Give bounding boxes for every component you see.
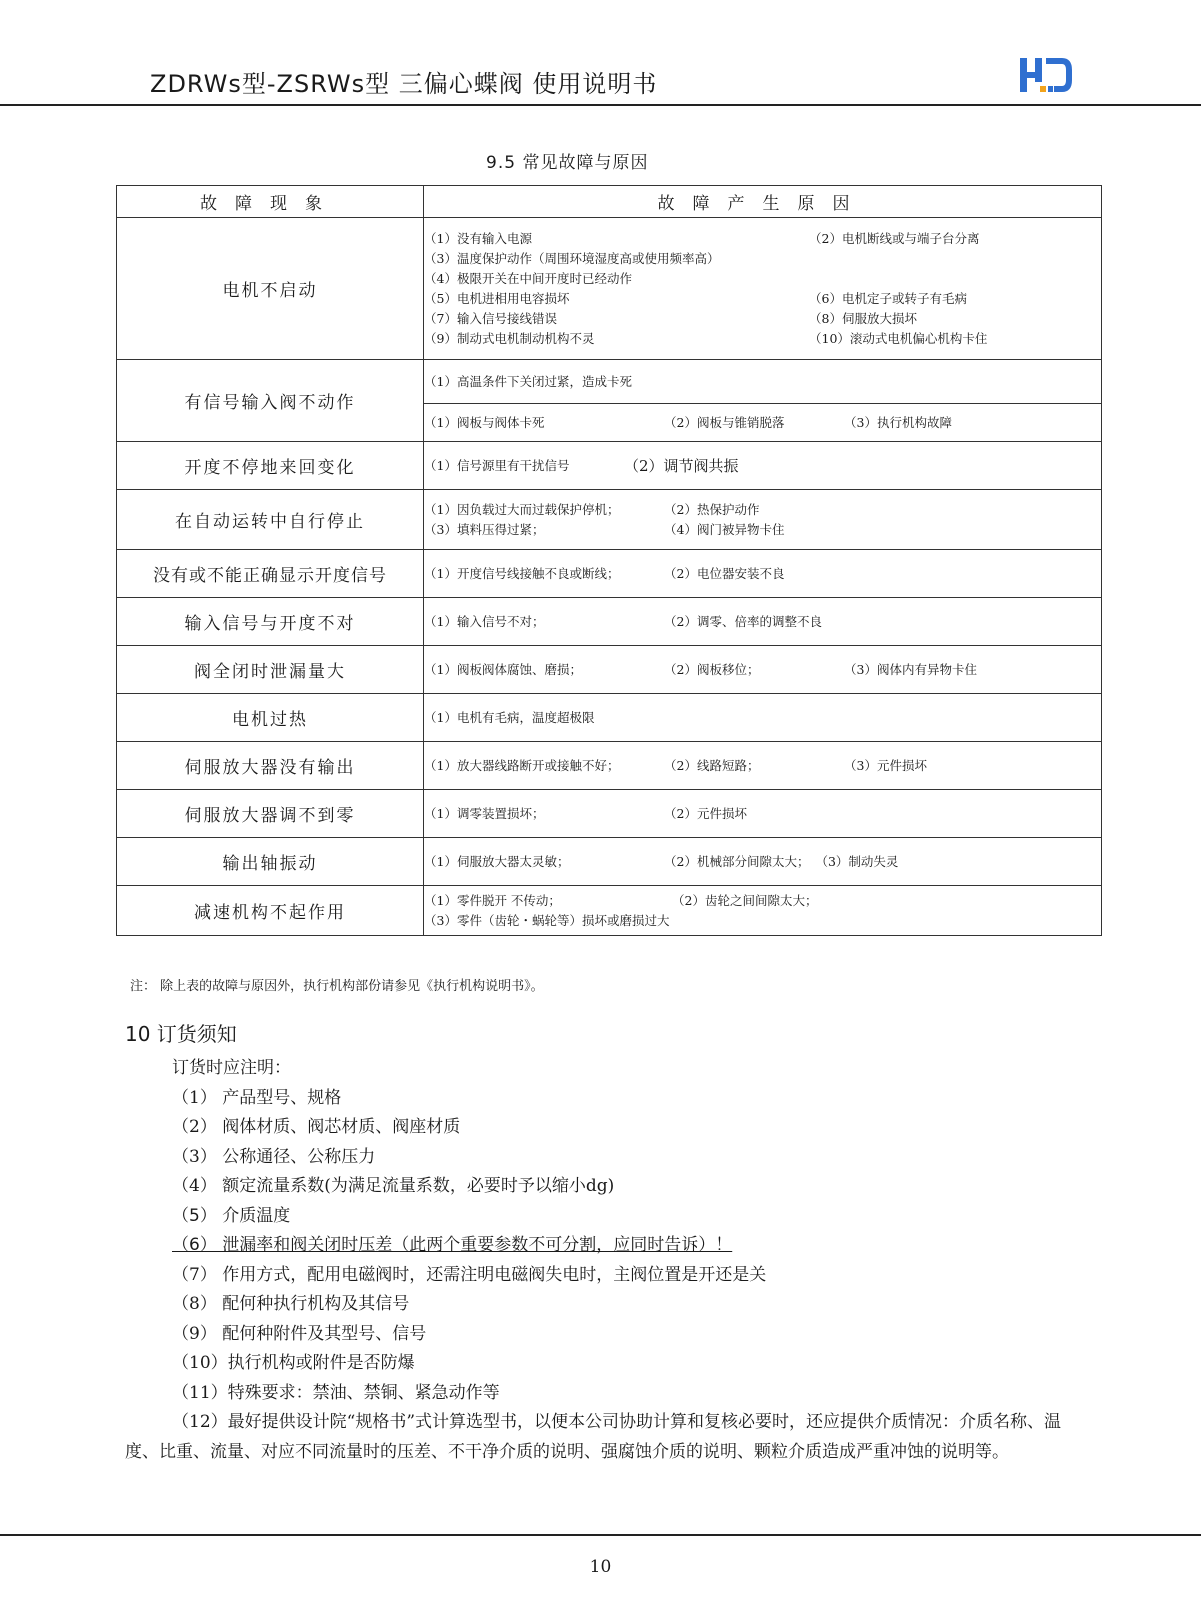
table-row — [117, 790, 1102, 838]
cause-text: （6）电机定子或转子有毛病 — [809, 290, 967, 306]
list-item: （3） 公称通径、公称压力 — [172, 1146, 376, 1167]
fault-symptom: 开度不停地来回变化 — [117, 442, 424, 490]
list-item: （2） 阀体材质、阀芯材质、阀座材质 — [172, 1117, 461, 1137]
cause-text: （1）阀板阀体腐蚀、磨损； — [424, 661, 582, 677]
cause-text: （9）制动式电机制动机构不灵 — [424, 330, 595, 346]
section-9-5-title: 9.5 常见故障与原因 — [486, 153, 649, 173]
cause-text: （1）没有输入电源 — [424, 230, 532, 246]
fault-causes — [424, 490, 1102, 550]
table-row — [117, 442, 1102, 490]
fault-cause-table — [116, 185, 1102, 936]
table-row — [117, 218, 1102, 360]
cause-text: （2）电位器安装不良 — [664, 565, 785, 581]
cause-text: （2）阀板移位； — [664, 661, 760, 677]
fault-symptom: 阀全闭时泄漏量大 — [117, 646, 424, 694]
fault-symptom: 电机不启动 — [117, 218, 424, 360]
fault-symptom: 在自动运转中自行停止 — [117, 490, 424, 550]
table-row — [117, 838, 1102, 886]
fault-causes — [424, 598, 1102, 646]
list-item: （10）执行机构或附件是否防爆 — [172, 1353, 415, 1373]
footer-rule — [0, 1534, 1201, 1536]
cause-text: （2）机械部分间隙太大； — [664, 853, 810, 869]
list-item: （7） 作用方式，配用电磁阀时，还需注明电磁阀失电时，主阀位置是开还是关 — [172, 1264, 767, 1285]
table-row — [117, 886, 1102, 936]
order-requirements-list — [172, 1054, 1102, 1408]
fault-symptom: 有信号输入阀不动作 — [117, 360, 424, 442]
cause-text: （1）输入信号不对； — [424, 613, 545, 629]
list-item: （8） 配何种执行机构及其信号 — [172, 1294, 410, 1314]
cause-text: （10）滚动式电机偏心机构卡住 — [809, 330, 988, 346]
order-item-12-paragraph: （12）最好提供设计院“规格书”式计算选型书，以便本公司协助计算和复核必要时，还应提供介质情况：介质名称、温度、比重、流量、对应不同流量时的压差、不干净介质的说明、强腐蚀介质的说明、颗粒介质造成严重冲蚀的说明等。 — [125, 1412, 1062, 1462]
fault-causes — [424, 442, 1102, 490]
cause-text: （4）阀门被异物卡住 — [664, 521, 785, 537]
fault-causes — [424, 742, 1102, 790]
table-row — [117, 550, 1102, 598]
cause-text: （1）高温条件下关闭过紧，造成卡死 — [424, 373, 632, 389]
cause-text: （4）极限开关在中间开度时已经动作 — [424, 270, 632, 286]
fault-symptom: 输入信号与开度不对 — [117, 598, 424, 646]
fault-causes — [424, 790, 1102, 838]
header-rule — [0, 104, 1201, 106]
cause-text: （3）元件损坏 — [844, 757, 927, 773]
list-item: （9） 配何种附件及其型号、信号 — [172, 1323, 427, 1344]
company-logo-icon — [1018, 56, 1074, 96]
order-intro: 订货时应注明： — [172, 1058, 291, 1078]
fault-causes — [424, 360, 1102, 404]
section-10-title: 10 订货须知 — [125, 1022, 237, 1046]
cause-text: （3）填料压得过紧； — [424, 521, 545, 537]
fault-symptom: 减速机构不起作用 — [117, 886, 424, 936]
cause-text: （2）阀板与锥销脱落 — [664, 414, 785, 430]
cause-text: （2）电机断线或与端子台分离 — [809, 230, 980, 246]
cause-text: （1）因负载过大而过载保护停机； — [424, 501, 620, 517]
cause-text: （1）电机有毛病，温度超极限 — [424, 709, 595, 725]
fault-causes — [424, 646, 1102, 694]
cause-text: （2）齿轮之间间隙太大； — [672, 892, 818, 908]
list-item-emphasis: （6） 泄漏率和阀关闭时压差（此两个重要参数不可分割，应同时告诉）！ — [172, 1235, 733, 1255]
list-item: （4） 额定流量系数(为满足流量系数，必要时予以缩小dg) — [172, 1176, 615, 1196]
fault-symptom: 没有或不能正确显示开度信号 — [117, 550, 424, 598]
table-row — [117, 598, 1102, 646]
cause-text: （1）调零装置损坏； — [424, 805, 545, 821]
fault-causes — [424, 550, 1102, 598]
list-item: （5） 介质温度 — [172, 1205, 291, 1226]
cause-text: （1）放大器线路断开或接触不好； — [424, 757, 620, 773]
fault-causes — [424, 404, 1102, 442]
page-number: 10 — [589, 1557, 612, 1577]
fault-symptom: 输出轴振动 — [117, 838, 424, 886]
cause-text: （1）伺服放大器太灵敏； — [424, 853, 570, 869]
fault-causes — [424, 218, 1102, 360]
cause-text: （3）制动失灵 — [815, 853, 899, 869]
table-row — [117, 490, 1102, 550]
cause-text: （3）阀体内有异物卡住 — [844, 661, 977, 677]
cause-text: （3）执行机构故障 — [844, 414, 952, 430]
table-row — [117, 646, 1102, 694]
table-row — [117, 360, 1102, 404]
fault-symptom: 电机过热 — [117, 694, 424, 742]
cause-text: （2）热保护动作 — [664, 501, 760, 517]
cause-text: （1）开度信号线接触不良或断线； — [424, 565, 620, 581]
cause-text: （1）信号源里有干扰信号 — [424, 457, 570, 473]
cause-text: （1）阀板与阀体卡死 — [424, 414, 545, 430]
cause-text: （2）元件损坏 — [664, 805, 747, 821]
fault-symptom: 伺服放大器没有输出 — [117, 742, 424, 790]
cause-text: （3）零件（齿轮・蜗轮等）损坏或磨损过大 — [424, 912, 670, 928]
cause-text: （3）温度保护动作（周围环境湿度高或使用频率高） — [424, 250, 720, 266]
cause-text: （2）线路短路； — [664, 757, 760, 773]
fault-causes — [424, 886, 1102, 936]
list-item: （1） 产品型号、规格 — [172, 1087, 342, 1108]
cause-text: （2）调零、倍率的调整不良 — [664, 613, 822, 629]
cause-text: （8）伺服放大损坏 — [809, 310, 917, 326]
cause-text: （2）调节阀共振 — [624, 456, 739, 475]
fault-symptom: 伺服放大器调不到零 — [117, 790, 424, 838]
table-row — [117, 742, 1102, 790]
cause-column-header: 故障产生原因 — [424, 186, 1102, 218]
fault-causes — [424, 838, 1102, 886]
cause-text: （5）电机进相用电容损坏 — [424, 290, 570, 306]
cause-text: （7）输入信号接线错误 — [424, 310, 557, 326]
table-note: 注： 除上表的故障与原因外，执行机构部份请参见《执行机构说明书》。 — [130, 979, 544, 994]
symptom-column-header: 故障现象 — [117, 186, 424, 218]
table-row — [117, 694, 1102, 742]
list-item: （11）特殊要求：禁油、禁铜、紧急动作等 — [172, 1382, 500, 1403]
cause-text: （1）零件脱开 不传动； — [424, 892, 561, 908]
fault-causes — [424, 694, 1102, 742]
document-header-title: ZDRWs型-ZSRWs型 三偏心蝶阀 使用说明书 — [150, 70, 658, 98]
